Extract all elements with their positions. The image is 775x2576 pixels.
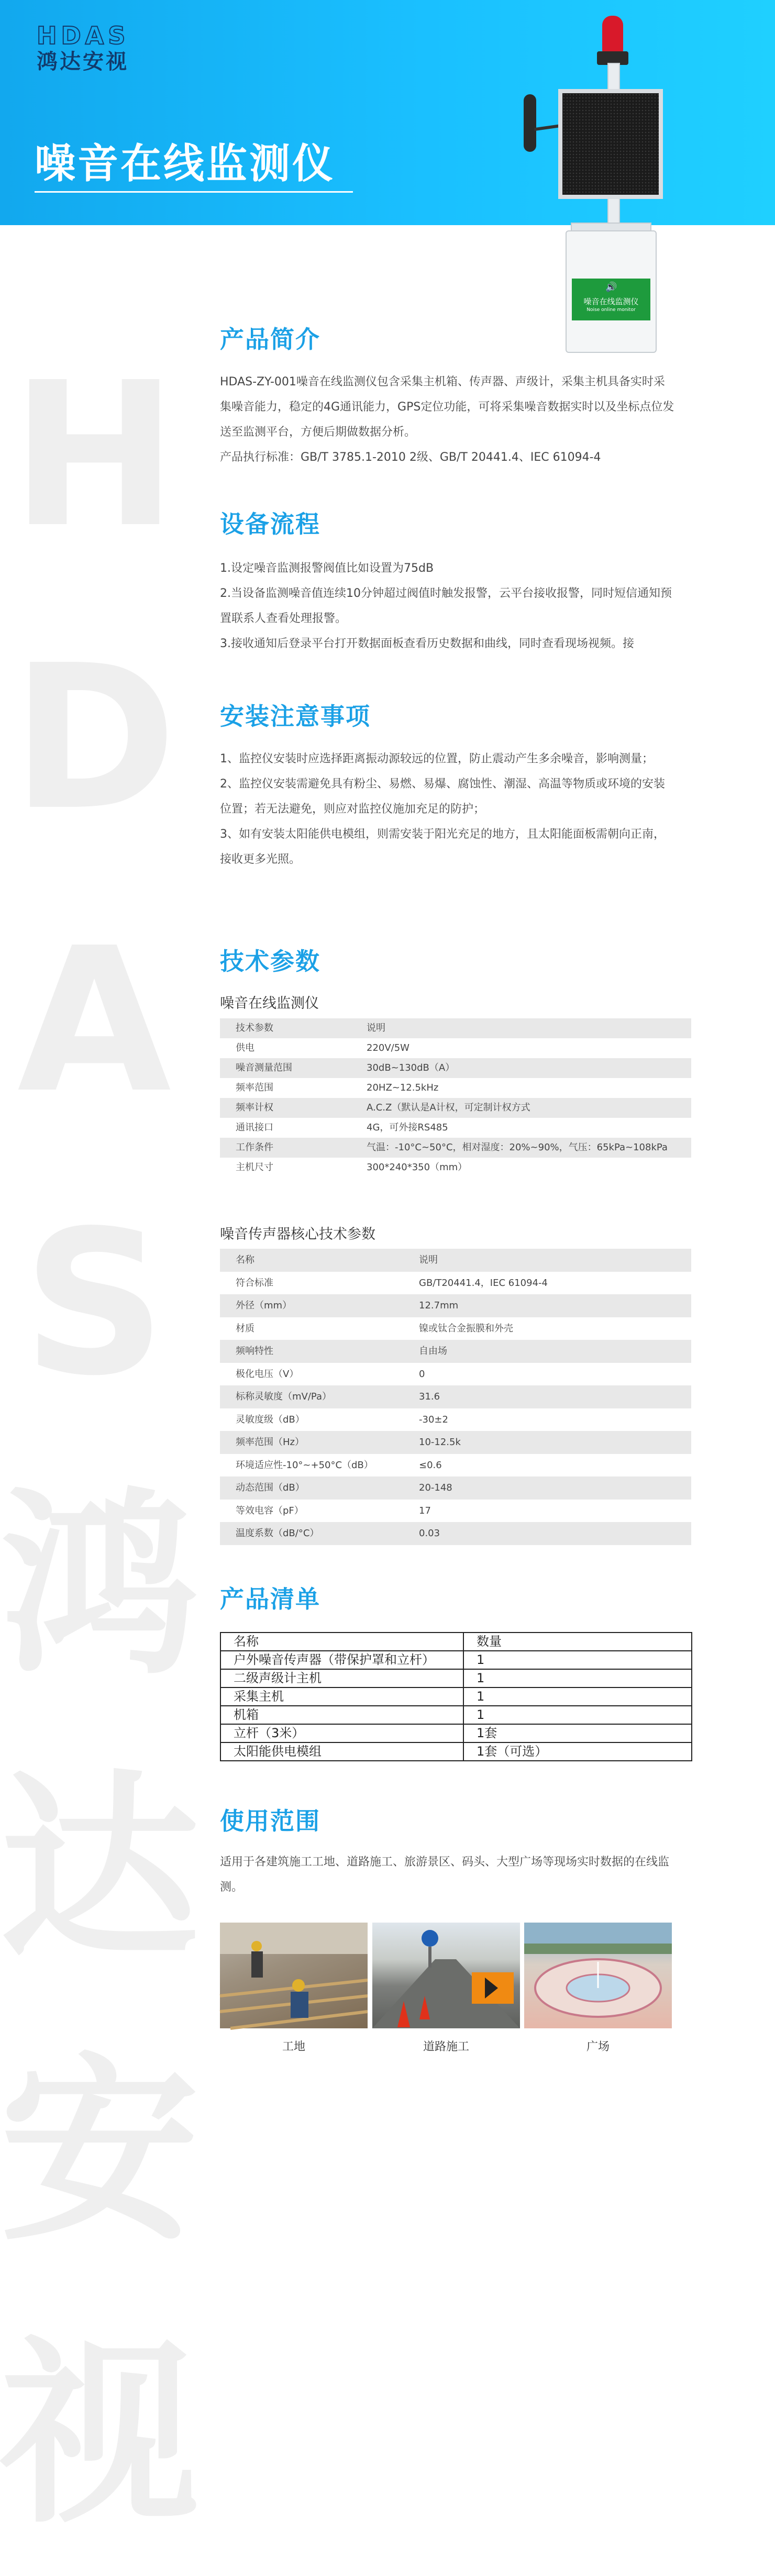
logo [37,22,129,74]
checklist-title: 产品清单 [220,1585,320,1613]
microphone-icon [524,94,536,152]
table-row [220,1294,691,1317]
spec-value: 气温：-10°C~50°C，相对湿度：20%~90%，气压：65kPa~108kPa [367,1142,668,1153]
item-name: 采集主机 [220,1687,463,1706]
table-row [220,1272,691,1295]
spec-value: 20HZ~12.5kHz [367,1082,439,1093]
logo-cn: 鸿达安视 [37,50,129,74]
led-display [558,89,663,199]
item-qty: 1套 [463,1724,692,1742]
spec-name: 环境适应性-10°~+50°C（dB） [236,1459,373,1471]
spec-name: 供电 [236,1042,254,1053]
table-row [220,1058,691,1078]
install-note: 1、监控仪安装时应选择距离振动源较远的位置，防止震动产生多余噪音，影响测量； [220,752,654,765]
spec-value: 31.6 [419,1391,440,1402]
table-row [220,1098,691,1118]
item-name: 机箱 [220,1706,463,1724]
spec-name: 频率范围 [236,1082,273,1093]
spec-value: 10-12.5k [419,1437,461,1448]
spec-value: 0 [419,1368,425,1380]
table-row [220,1724,692,1742]
table-row [220,1138,691,1158]
item-qty: 1 [463,1669,692,1687]
table-row [220,1742,692,1761]
flow-step: 3.接收通知后登录平台打开数据面板查看历史数据和曲线，同时查看现场视频。接 [220,637,634,650]
intro-paragraph: HDAS-ZY-001噪音在线监测仪包含采集主机箱、传声器、声级计，采集主机具备实时采集噪音能力，稳定的4G通讯能力，GPS定位功能，可将采集噪音数据实时以及坐标点位发送至监测平台，方便后期做数据分析。 [220,375,674,439]
device-label-text: 噪音在线监测仪 [583,297,639,306]
intro-body [220,370,676,470]
install-note: 2、监控仪安装需避免具有粉尘、易燃、易爆、腐蚀性、潮湿、高温等物质或环境的安装位置；若无法避免，则应对监控仪施加充足的防护； [220,778,665,816]
usage-body [220,1850,676,1900]
photo-caption: 道路施工 [423,2040,469,2053]
usage-paragraph: 适用于各建筑施工工地、道路施工、旅游景区、码头、大型广场等现场实时数据的在线监测。 [220,1856,670,1894]
spec-name: 频响特性 [236,1346,273,1357]
spec-value: GB/T20441.4，IEC 61094-4 [419,1277,548,1289]
plaza-photo [524,1923,672,2028]
plaza-illustration [524,1923,672,2028]
table-row [220,1706,692,1724]
table-row [220,1476,691,1500]
table-row [220,1687,692,1706]
table-row [220,1408,691,1431]
spec-value: 12.7mm [419,1300,459,1311]
install-note: 3、如有安装太阳能供电模组，则需安装于阳光充足的地方，且太阳能面板需朝向正南，接收更多光照。 [220,828,665,866]
table-row [220,1633,692,1651]
title-underline [35,191,353,193]
table-row [220,1118,691,1138]
device-cabinet [566,230,657,353]
table-row [220,1078,691,1098]
spec-name: 主机尺寸 [236,1162,273,1173]
spec-name: 极化电压（V） [236,1368,299,1380]
spec-name: 外径（mm） [236,1300,292,1311]
spec-value: 220V/5W [367,1042,409,1053]
item-name: 户外噪音传声器（带保护罩和立杆） [220,1651,463,1669]
spec-value: 300*240*350（mm） [367,1162,468,1173]
device-label-subtext: Noise online monitor [586,307,636,313]
table-row [220,1317,691,1340]
table-row [220,1363,691,1386]
table-row [220,1385,691,1408]
spec-name: 工作条件 [236,1142,273,1153]
spec-value: 自由场 [419,1346,447,1357]
item-name: 二级声级计主机 [220,1669,463,1687]
road-construction-photo [372,1923,520,2028]
spec-name: 通讯接口 [236,1122,273,1133]
spec-name: 频率计权 [236,1102,273,1113]
spec-name: 动态范围（dB） [236,1482,305,1493]
background-watermark: HDAS鸿达安视 [0,339,199,2550]
device-label [572,279,650,320]
params-title: 技术参数 [220,947,320,975]
product-list-table [220,1632,692,1761]
table2-title: 噪音传声器核心技术参数 [220,1226,375,1242]
spec-value: 镍或钛合金振膜和外壳 [419,1323,513,1334]
speaker-icon: 🔊 [605,282,617,293]
alarm-beacon [602,16,623,52]
construction-site-photo [220,1923,368,2028]
item-qty: 1套（可选） [463,1742,692,1761]
spec-value: -30±2 [419,1414,448,1425]
spec-value: ≤0.6 [419,1459,442,1471]
spec-name: 名称 [236,1254,254,1265]
flow-step: 1.设定噪音监测报警阀值比如设置为75dB [220,562,434,575]
spec-value: 4G，可外接RS485 [367,1122,448,1133]
install-notes [220,747,676,872]
table-row [220,1454,691,1477]
spec-name: 标称灵敏度（mV/Pa） [236,1391,331,1402]
table-row [220,1651,692,1669]
table-row [220,1669,692,1687]
intro-standard: 产品执行标准：GB/T 3785.1-2010 2级、GB/T 20441.4、IEC 61094-4 [220,451,601,464]
road-construction-illustration [372,1923,520,2028]
construction-site-illustration [220,1923,368,2028]
spec-value: 30dB~130dB（A） [367,1062,455,1073]
flow-step: 2.当设备监测噪音值连续10分钟超过阀值时触发报警，云平台接收报警，同时短信通知预置联系人查看处理报警。 [220,587,672,625]
table1-title: 噪音在线监测仪 [220,995,319,1012]
table-row [220,1018,691,1038]
microphone-spec-table [220,1249,691,1545]
spec-name: 灵敏度级（dB） [236,1414,305,1425]
spec-value: 0.03 [419,1528,440,1539]
spec-name: 噪音测量范围 [236,1062,292,1073]
item-name: 太阳能供电模组 [220,1742,463,1761]
spec-value: A.C.Z（默认是A计权，可定制计权方式 [367,1102,530,1113]
flow-steps [220,556,676,657]
monitor-spec-table [220,1018,691,1178]
page-title: 噪音在线监测仪 [35,140,336,187]
photo-caption: 广场 [586,2040,610,2053]
item-qty: 1 [463,1651,692,1669]
table-row [220,1038,691,1058]
logo-latin: HDAS [37,21,130,50]
table-row [220,1500,691,1523]
table-row [220,1522,691,1545]
device-image [524,16,696,351]
item-qty: 1 [463,1687,692,1706]
spec-name: 频率范围（Hz） [236,1437,304,1448]
table-row [220,1340,691,1363]
item-name: 名称 [220,1633,463,1651]
install-title: 安装注意事项 [220,702,371,730]
spec-name: 符合标准 [236,1277,273,1289]
photo-caption: 工地 [282,2040,305,2053]
spec-name: 材质 [236,1323,254,1334]
spec-name: 技术参数 [236,1023,273,1034]
item-qty: 1 [463,1706,692,1724]
spec-value: 说明 [367,1023,385,1034]
intro-title: 产品简介 [220,325,320,353]
spec-name: 温度系数（dB/°C） [236,1528,319,1539]
spec-value: 说明 [419,1254,438,1265]
item-name: 立杆（3米） [220,1724,463,1742]
usage-title: 使用范围 [220,1807,320,1835]
spec-value: 17 [419,1505,431,1516]
item-qty: 数量 [463,1633,692,1651]
table-row [220,1431,691,1454]
spec-value: 20-148 [419,1482,452,1493]
spec-name: 等效电容（pF） [236,1505,304,1516]
table-row [220,1158,691,1178]
table-row [220,1249,691,1272]
flow-title: 设备流程 [220,510,320,538]
